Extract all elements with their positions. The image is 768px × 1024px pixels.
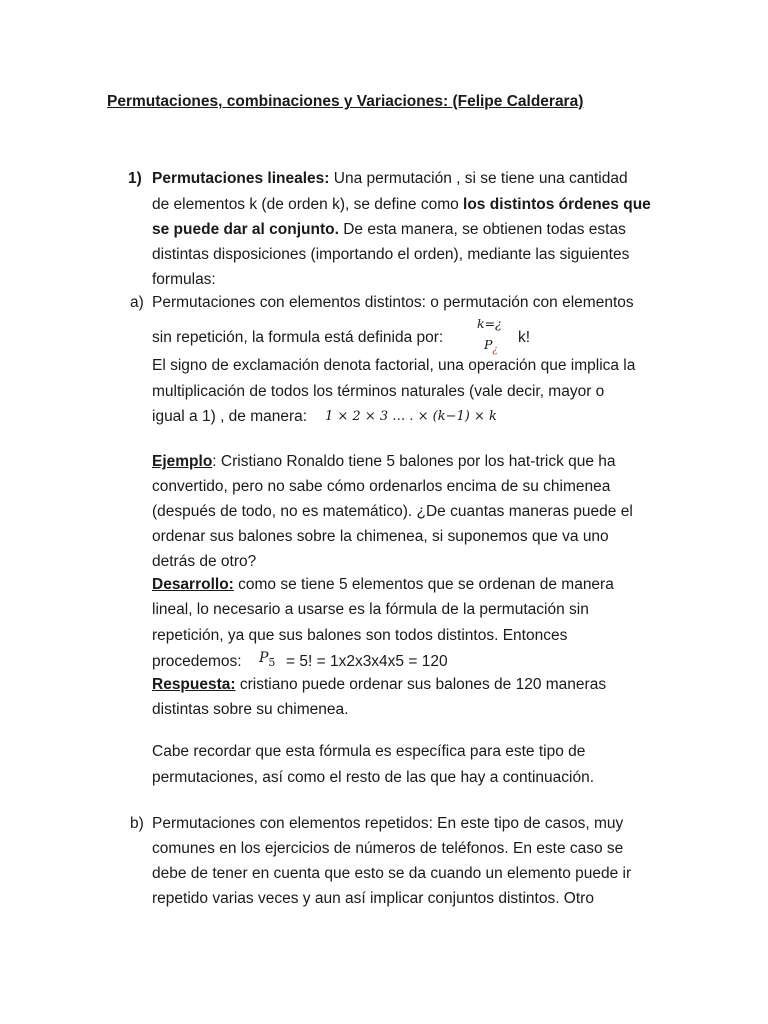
development-result: = 5! = 1x2x3x4x5 = 120: [286, 653, 448, 670]
section-1-line-1: Permutaciones lineales: Una permutación , si se tiene una cantidad: [152, 170, 628, 187]
development-p5: $P_5$: [259, 650, 276, 669]
development-line-4: procedemos:: [152, 653, 242, 670]
example-line-1: Ejemplo: Cristiano Ronaldo tiene 5 balones por los hat-trick que ha: [152, 453, 616, 470]
formula-denominator: $P_¿$: [484, 337, 498, 356]
note-line-2: permutaciones, así como el resto de las que hay a continuación.: [152, 769, 595, 786]
item-a-line-2: sin repetición, la formula está definida por:: [152, 329, 444, 346]
example-line-5: detrás de otro?: [152, 553, 257, 570]
formula-numerator: k=¿: [477, 316, 502, 331]
example-line-3: (después de todo, no es matemático). ¿De cuantas maneras puede el: [152, 503, 633, 520]
section-1-line-5: formulas:: [152, 271, 216, 288]
development-line-1: Desarrollo: como se tiene 5 elementos que se ordenan de manera: [152, 576, 614, 593]
item-b-line-2: comunes en los ejercicios de números de teléfonos. En este caso se: [152, 840, 624, 857]
section-1-line-3: se puede dar al conjunto. De esta manera, se obtienen todas estas: [152, 221, 626, 238]
formula-suffix: k!: [518, 329, 531, 346]
item-b-line-4: repetido varias veces y aun así implicar conjuntos distintos. Otro: [152, 890, 594, 907]
development-line-2: lineal, lo necesario a usarse es la fórmula de la permutación sin: [152, 601, 589, 618]
item-a-line-5: igual a 1) , de manera:: [152, 408, 308, 425]
document-title: Permutaciones, combinaciones y Variaciones: (Felipe Calderara): [107, 93, 584, 110]
item-b-marker: b): [130, 815, 144, 832]
item-b-line-1: Permutaciones con elementos repetidos: En este tipo de casos, muy: [152, 815, 624, 832]
section-1-line-4: distintas disposiciones (importando el orden), mediante las siguientes: [152, 246, 630, 263]
note-line-1: Cabe recordar que esta fórmula es específica para este tipo de: [152, 743, 586, 760]
development-line-3: repetición, ya que sus balones son todos distintos. Entonces: [152, 627, 568, 644]
section-1-line-2: de elementos k (de orden k), se define como los distintos órdenes que: [152, 196, 651, 213]
item-b-line-3: debe de tener en cuenta que esto se da cuando un elemento puede ir: [152, 865, 632, 882]
answer-line-1: Respuesta: cristiano puede ordenar sus balones de 120 maneras: [152, 676, 607, 693]
section-1-marker: 1): [128, 170, 142, 187]
item-a-line-4: multiplicación de todos los términos naturales (vale decir, mayor o: [152, 383, 605, 400]
example-line-4: ordenar sus balones sobre la chimenea, si suponemos que va uno: [152, 528, 609, 545]
factorial-formula: 1 × 2 × 3 … . × (k−1) × k: [325, 409, 497, 424]
item-a-line-3: El signo de exclamación denota factorial, una operación que implica la: [152, 357, 636, 374]
example-line-2: convertido, pero no sabe cómo ordenarlos encima de su chimenea: [152, 478, 611, 495]
item-a-line-1: Permutaciones con elementos distintos: o permutación con elementos: [152, 294, 634, 311]
item-a-marker: a): [130, 294, 144, 311]
answer-line-2: distintas sobre su chimenea.: [152, 701, 349, 718]
